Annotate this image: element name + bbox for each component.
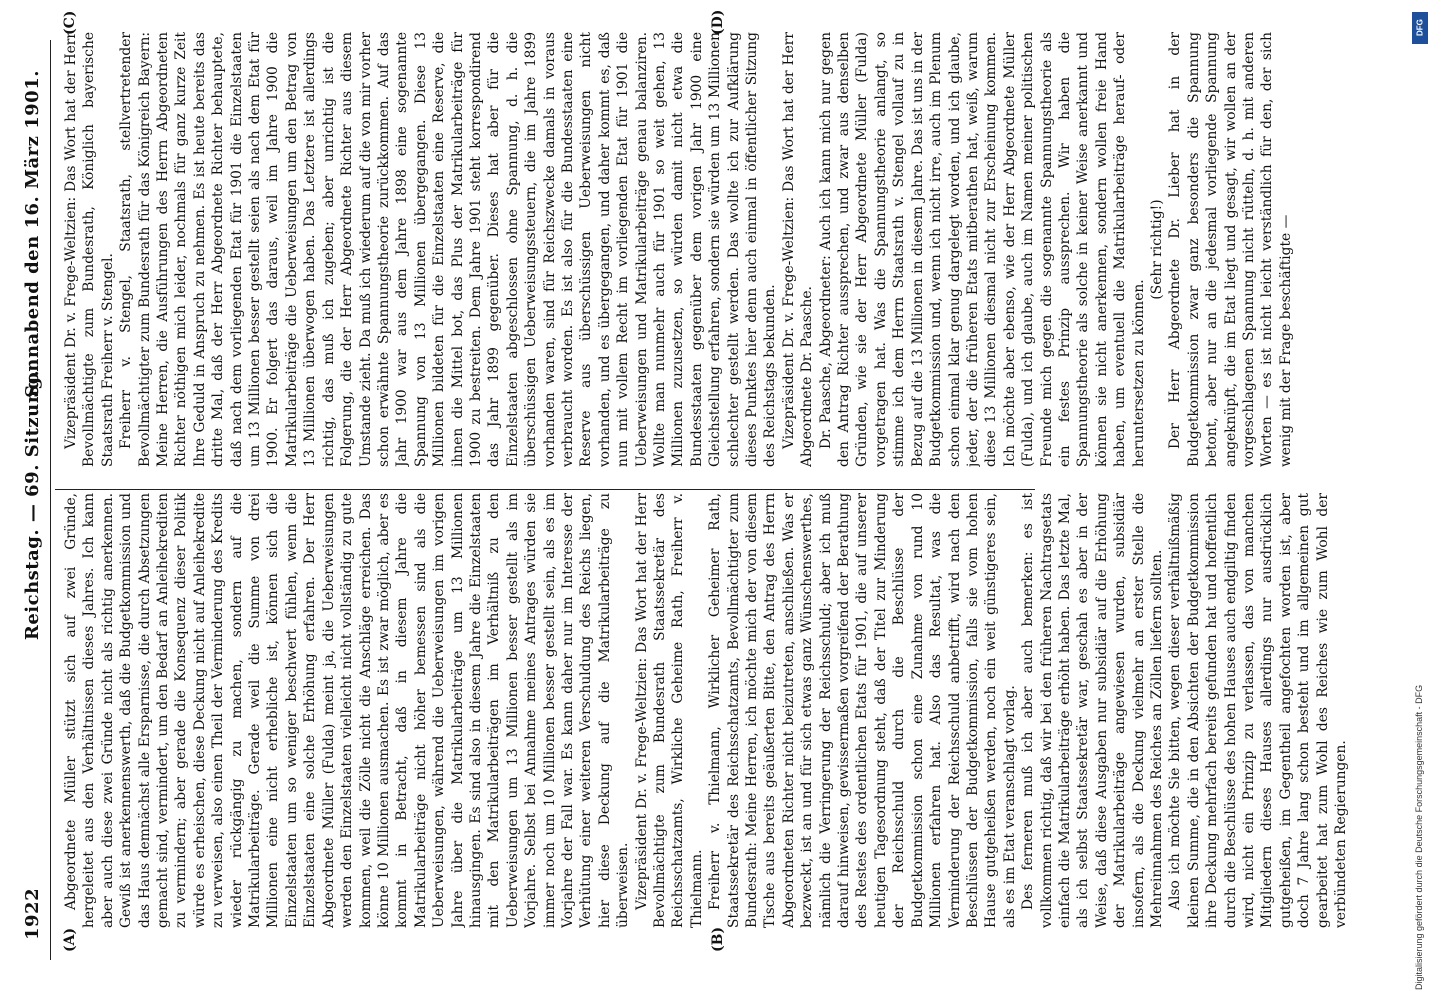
- interjection: (Sehr richtig!): [1148, 199, 1165, 300]
- speaker-paragraph: Vizepräsident Dr. v. Frege-Weltzien: Das Wort hat der Herr Bevollmächtigte zum Bundesrath, Königlich bayerische Staatsrath Freiherr v. Stengel.: [63, 32, 116, 467]
- paragraph: Also ich möchte Sie bitten, wegen dieser verhältnißmäßig kleinen Summe, die in den Absichten der Budgetkommission ihre Deckung mehrfach bereits gefunden hat und hoffentlich durch die Beschlüsse des hohen Hauses auch endgiltig finden wird, nicht ein Prinzip zu verlassen, das von manchen Mitgliedern dieses Hauses allerdings nur ausdrücklich gutgeheißen, im Gegentheil angefochten worden ist, aber doch 7 Jahre lang schon besteht und im allgemeinen gut gearbeitet hat zum Wohl des Reiches wie zum Wohl der verbündeten Regierungen.: [1167, 493, 1350, 928]
- dfg-logo: DFG: [1412, 12, 1428, 44]
- right-column: [62, 32, 1355, 467]
- left-column: [62, 493, 1355, 928]
- column-divider: [55, 489, 1035, 490]
- page-date: Sonnabend den 16. März 1901.: [22, 70, 43, 398]
- margin-mark-d: (D): [710, 9, 726, 35]
- paragraph: Des ferneren muß ich aber auch bemerken: es ist vollkommen richtig, daß wir bei den früheren Nachtragsetats einfach die Matrikularbeiträge erhöht haben. Das letzte Mal, als ich selbst Staatssekretär war, geschah es aber in der Weise, daß diese Ausgaben nur subsidiär auf die Erhöhung der Matrikularbeiträge angewiesen wurden, subsidiär insofern, als die Deckung vielmehr an erster Stelle die Mehreinnahmen des Reiches an Zöllen liefern sollten.: [1020, 493, 1165, 928]
- header-rule: [50, 40, 51, 960]
- speaker-paragraph: Vizepräsident Dr. v. Frege-Weltzien: Das Wort hat der Herr Abgeordnete Dr. Paasche.: [780, 32, 816, 467]
- paragraph: Dr. Paasche, Abgeordneter: Auch ich kann mich nur gegen den Antrag Richter aussprechen, und zwar aus denselben Gründen, wie sie der Herr Abgeordnete Müller (Fulda) vorgetragen hat. Was die Spannungstheorie anlangt, so stimme ich dem Herrn Staatsrath v. Stengel vollauf zu in Bezug auf die 13 Millionen in diesem Jahre. Das ist uns in der Budgetkommission und, wenn ich nicht irre, auch im Plenum schon einmal klar genug dargelegt worden, und ich glaube, jeder, der die früheren Etats mitberathen hat, weiß, warum diese 13 Millionen diesmal nicht zur Erscheinung kommen. Ich möchte aber ebenso, wie der Herr Abgeordnete Müller (Fulda), und ich glaube, auch im Namen meiner politischen Freunde mich gegen die sogenannte Spannungstheorie als ein festes Prinzip aussprechen. Wir haben die Spannungstheorie als solche in keiner Weise anerkannt und können sie nicht anerkennen, sondern wollen freie Hand haben, um eventuell die Matrikularbeiträge herauf- oder heruntersetzen zu können.: [817, 32, 1147, 467]
- margin-mark-c: (C): [62, 10, 78, 35]
- digitization-sidebar: [1404, 0, 1434, 1000]
- paragraph: Der Herr Abgeordnete Dr. Lieber hat in der Budgetkommission zwar ganz besonders die Spannung betont, aber nur an die jedesmal vorliegende Spannung angeknüpft, die im Etat liegt und gesagt, wir wollen an der vorgeschlagenen Spannung nicht rütteln, d. h. mit anderen Worten — es ist nicht leicht verständlich für den, der sich wenig mit der Frage beschäftigte —: [1167, 32, 1294, 467]
- paragraph: Freiherr v. Thielmann, Wirklicher Geheimer Rath, Staatssekretär des Reichsschatzamts, Bevollmächtigter zum Bundesrath: Meine Herren, ich möchte mich der von diesem Tische aus bereits geäußerten Bitte, den Antrag des Herrn Abgeordneten Richter nicht beizutreten, anschließen. Was er bezweckt, ist an und für sich etwas ganz Wünschenswerthes, nämlich die Verringerung der Reichsschuld; aber ich muß darauf hinweisen, gewissermaßen vorgreifend der Berathung des Restes des ordentlichen Etats für 1901, die auf unserer heutigen Tagesordnung steht, daß der Titel zur Minderung der Reichsschuld durch die Beschlüsse der Budgetkommission schon eine Zunahme von rund 10 Millionen erfahren hat. Also das Resultat, was die Verminderung der Reichsschuld anbetrifft, wird nach den Beschlüssen der Budgetkommission, falls sie vom hohen Hause gutgeheißen werden, noch ein weit günstigeres sein, als es im Etat veranschlagt vorlag.: [707, 493, 1018, 928]
- page-header: [18, 70, 48, 940]
- paragraph: Abgeordnete Müller stützt sich auf zwei Gründe, hergeleitet aus den Verhältnissen dieses Jahres. Ich kann aber auch diese zwei Gründe nicht als richtig anerkennen. Gewiß ist anerkennenswerth, daß die Budgetkommission und das Haus demnächst alle Ersparnisse, die durch Absetzungen gemacht sind, vermindert, um den Bedarf an Anleihekrediten zu vermindern; aber gerade die Konsequenz dieser Politik würde es erheischen, diese Deckung nicht auf Anleihekredite zu verweisen, also einen Theil der Verminderung des Kredits wieder rückgängig zu machen, sondern auf die Matrikularbeiträge. Gerade weil die Summe von drei Millionen eine nicht erhebliche ist, können sich die Einzelstaaten um so weniger beschwert fühlen, wenn die Einzelstaaten eine solche Erhöhung erfahren. Der Herr Abgeordnete Müller (Fulda) meint ja, die Ueberweisungen werden den Einzelstaaten vielleicht nicht vollständig zu gute kommen, weil die Zölle nicht die Anschläge erreichen. Das könne 10 Millionen ausmachen. Es ist zwar möglich, aber es kommt in Betracht, daß in diesem Jahre die Matrikularbeiträge nicht höher bemessen sind als die Ueberweisungen, während die Ueberweisungen im vorigen Jahre über die Matrikularbeiträge um 13 Millionen hinausgingen. Es sind also in diesem Jahre die Einzelstaaten mit den Matrikularbeiträgen im Verhältniß zu den Ueberweisungen um 13 Millionen besser gestellt als im Vorjahre. Selbst bei Annahme meines Antrages würden sie immer noch um 10 Millionen besser gestellt sein, als es im Vorjahre der Fall war. Es kann daher nur im Interesse der Verhütung einer weiteren Verschuldung des Reichs liegen, hier diese Deckung auf die Matrikularbeiträge zu überweisen.: [63, 493, 632, 928]
- dfg-credit: Digitalisierung gefördert durch die Deutsche Forschungsgemeinschaft - DFG: [1414, 684, 1424, 990]
- page-number: 1922: [22, 887, 43, 940]
- speaker-paragraph: Vizepräsident Dr. v. Frege-Weltzien: Das Wort hat der Herr Bevollmächtigte zum Bundesrath Staatssekretär des Reichsschatzamts, Wirkliche Geheime Rath, Freiherr v. Thielmann.: [633, 493, 705, 928]
- margin-mark-a: (A): [62, 927, 78, 952]
- margin-mark-b: (B): [710, 926, 726, 952]
- page-title: Reichstag. — 69. Sitzung.: [22, 369, 43, 641]
- paragraph: Freiherr v. Stengel, Staatsrath, stellvertretender Bevollmächtigter zum Bundesrath für das Königreich Bayern: Meine Herren, die Ausführungen des Herrn Abgeordneten Richter nöthigen mich leider, nochmals für ganz kurze Zeit Ihre Geduld in Anspruch zu nehmen. Es ist heute bereits das dritte Mal, daß der Herr Abgeordnete Richter behauptete, daß nach dem vorliegenden Etat für 1901 die Einzelstaaten um 13 Millionen besser gestellt seien als nach dem Etat für 1900. Er folgert das daraus, weil im Jahre 1900 die Matrikularbeiträge die Ueberweisungen um den Betrag von 13 Millionen überwogen haben. Das Letztere ist allerdings richtig, das muß ich zugeben; aber unrichtig ist die Folgerung, die der Herr Abgeordnete Richter aus diesem Umstande zieht. Da muß ich wiederum auf die von mir vorher schon erwähnte Spannungstheorie zurückkommen. Auf das Jahr 1900 war aus dem Jahre 1898 eine sogenannte Spannung von 13 Millionen übergegangen. Diese 13 Millionen bildeten für die Einzelstaaten eine Reserve, die ihnen die Mittel bot, das Plus der Matrikularbeiträge für 1900 zu bestreiten. Dem Jahre 1901 steht korrespondirend das Jahr 1899 gegenüber. Dieses hat aber für die Einzelstaaten abgeschlossen ohne Spannung, d. h. die überschüssigen Ueberweisungssteuern, die im Jahre 1899 vorhanden waren, sind für Reichszwecke damals in voraus verbraucht worden. Es ist also für die Bundesstaaten eine Reserve aus überschüssigen Ueberweisungen nicht vorhanden, und es übergegangen, und daher kommt es, daß nun mit vollem Recht im vorliegenden Etat für 1901 die Ueberweisungen und Matrikularbeiträge genau balanziren. Wollte man nunmehr auch für 1901 so weit gehen, 13 Millionen zuzusetzen, so würden damit nicht etwa die Bundesstaaten gegenüber dem vorigen Jahr 1900 eine Gleichstellung erfahren, sondern sie würden um 13 Millionen schlechter gestellt werden. Das wollte ich zur Aufklärung dieses Punktes hier denn auch einmal in öffentlicher Sitzung des Reichstags bekunden.: [118, 32, 779, 467]
